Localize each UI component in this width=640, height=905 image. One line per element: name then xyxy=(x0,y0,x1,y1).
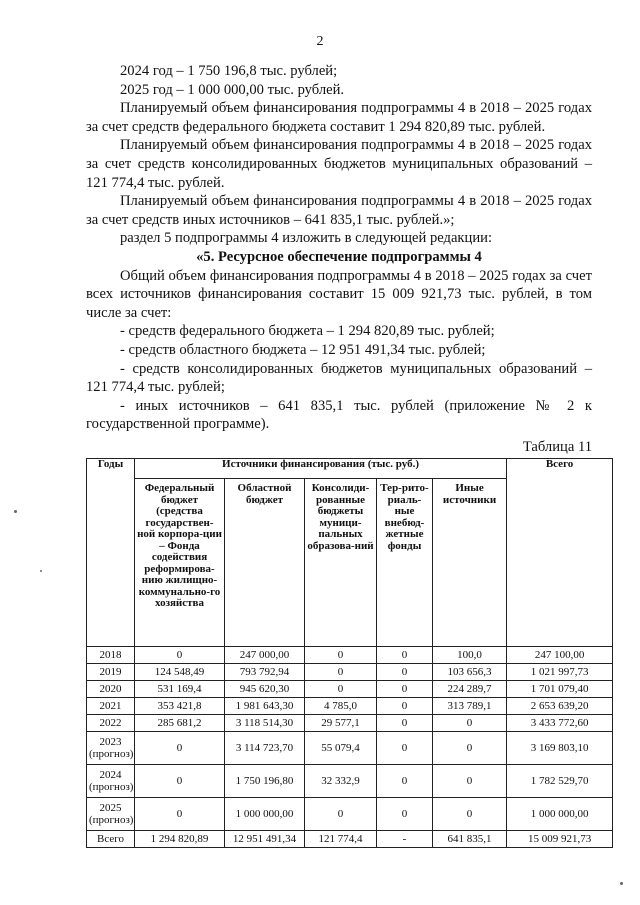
paragraph: - средств консолидированных бюджетов муниципальных образований – 121 774,4 тыс. рублей; xyxy=(86,360,592,396)
value-cell: 0 xyxy=(377,698,433,715)
value-cell: 0 xyxy=(377,681,433,698)
year-cell: 2021 xyxy=(87,698,135,715)
sub-header-federal: Федеральный бюджет (средства государствен-ной корпора-ции – Фонда содействия реформирова-нию жилищно-коммунально-го хозяйства xyxy=(135,479,225,647)
value-cell: 0 xyxy=(377,798,433,831)
year-cell: 2019 xyxy=(87,664,135,681)
paragraph: 2024 год – 1 750 196,8 тыс. рублей; xyxy=(120,63,338,79)
paragraph: - средств федерального бюджета – 1 294 820,89 тыс. рублей; xyxy=(120,323,495,340)
total-cell: 1 294 820,89 xyxy=(135,831,225,848)
value-cell: 0 xyxy=(135,732,225,765)
value-cell: 1 000 000,00 xyxy=(507,798,613,831)
year-cell: 2022 xyxy=(87,715,135,732)
value-cell: 247 100,00 xyxy=(507,647,613,664)
value-cell: 0 xyxy=(305,681,377,698)
value-cell: 0 xyxy=(433,715,507,732)
total-label: Всего xyxy=(87,831,135,848)
value-cell: 224 289,7 xyxy=(433,681,507,698)
value-cell: 3 114 723,70 xyxy=(225,732,305,765)
value-cell: 1 750 196,80 xyxy=(225,765,305,798)
section-title: «5. Ресурсное обеспечение подпрограммы 4 xyxy=(196,248,482,265)
value-cell: 1 782 529,70 xyxy=(507,765,613,798)
paragraphs-before-title xyxy=(86,62,592,248)
value-cell: 103 656,3 xyxy=(433,664,507,681)
value-cell: 0 xyxy=(433,798,507,831)
table-row xyxy=(87,715,613,732)
sub-header-regional: Областной бюджет xyxy=(225,479,305,647)
year-cell: 2023 (прогноз) xyxy=(87,732,135,765)
value-cell: 793 792,94 xyxy=(225,664,305,681)
total-cell: 15 009 921,73 xyxy=(507,831,613,848)
value-cell: 2 653 639,20 xyxy=(507,698,613,715)
total-cell: - xyxy=(377,831,433,848)
sub-header-municipal: Консолиди-рованные бюджеты муници-пальных образова-ний xyxy=(305,479,377,647)
value-cell: 29 577,1 xyxy=(305,715,377,732)
table-row xyxy=(87,765,613,798)
sub-header-other: Иные источники xyxy=(433,479,507,647)
value-cell: 0 xyxy=(135,647,225,664)
value-cell: 247 000,00 xyxy=(225,647,305,664)
value-cell: 1 021 997,73 xyxy=(507,664,613,681)
financing-table xyxy=(86,458,613,848)
scan-speck xyxy=(14,510,17,513)
body-text xyxy=(86,62,592,456)
value-cell: 1 981 643,30 xyxy=(225,698,305,715)
value-cell: 3 433 772,60 xyxy=(507,715,613,732)
year-cell: 2018 xyxy=(87,647,135,664)
col-years-header: Годы xyxy=(87,459,135,647)
value-cell: 0 xyxy=(433,765,507,798)
table-row xyxy=(87,732,613,765)
table-row xyxy=(87,798,613,831)
sub-header-funds: Тер-рито-риаль-ные внебюд-жетные фонды xyxy=(377,479,433,647)
paragraph: Планируемый объем финансирования подпрограммы 4 в 2018 – 2025 годах за счет средств федерального бюджета составит 1 294 820,89 тыс. рублей. xyxy=(86,100,592,135)
paragraph: Планируемый объем финансирования подпрограммы 4 в 2018 – 2025 годах за счет средств консолидированных бюджетов муниципальных образований – 121 774,4 тыс. рублей. xyxy=(86,137,592,191)
total-cell: 641 835,1 xyxy=(433,831,507,848)
value-cell: 0 xyxy=(305,664,377,681)
value-cell: 353 421,8 xyxy=(135,698,225,715)
col-group-header: Источники финансирования (тыс. руб.) xyxy=(135,459,507,479)
value-cell: 531 169,4 xyxy=(135,681,225,698)
year-cell: 2020 xyxy=(87,681,135,698)
value-cell: 55 079,4 xyxy=(305,732,377,765)
paragraph: Общий объем финансирования подпрограммы 4 в 2018 – 2025 годах за счет всех источников финансирования составит 15 009 921,73 тыс. рублей, в том числе за счет: xyxy=(86,267,592,321)
table-row xyxy=(87,681,613,698)
col-total-header: Всего xyxy=(507,459,613,647)
table-row xyxy=(87,698,613,715)
value-cell: 285 681,2 xyxy=(135,715,225,732)
value-cell: 0 xyxy=(377,715,433,732)
total-cell: 121 774,4 xyxy=(305,831,377,848)
total-cell: 12 951 491,34 xyxy=(225,831,305,848)
value-cell: 32 332,9 xyxy=(305,765,377,798)
value-cell: 3 118 514,30 xyxy=(225,715,305,732)
value-cell: 0 xyxy=(433,732,507,765)
year-cell: 2024 (прогноз) xyxy=(87,765,135,798)
value-cell: 313 789,1 xyxy=(433,698,507,715)
value-cell: 0 xyxy=(377,664,433,681)
value-cell: 0 xyxy=(135,765,225,798)
value-cell: 124 548,49 xyxy=(135,664,225,681)
value-cell: 0 xyxy=(305,647,377,664)
scan-speck xyxy=(40,570,42,572)
paragraph: - средств областного бюджета – 12 951 491,34 тыс. рублей; xyxy=(120,341,486,358)
scan-speck xyxy=(620,882,623,885)
paragraph: 2025 год – 1 000 000,00 тыс. рублей. xyxy=(120,81,345,98)
table-row xyxy=(87,664,613,681)
value-cell: 1 701 079,40 xyxy=(507,681,613,698)
paragraph: Планируемый объем финансирования подпрограммы 4 в 2018 – 2025 годах за счет средств иных источников – 641 835,1 тыс. рублей.»; xyxy=(86,193,592,228)
year-cell: 2025 (прогноз) xyxy=(87,798,135,831)
paragraph: - иных источников – 641 835,1 тыс. рублей (приложение № 2 к государственной программе). xyxy=(86,397,592,433)
value-cell: 0 xyxy=(377,732,433,765)
table-caption: Таблица 11 xyxy=(522,438,592,455)
value-cell: 0 xyxy=(377,765,433,798)
value-cell: 0 xyxy=(135,798,225,831)
value-cell: 0 xyxy=(377,647,433,664)
page-number: 2 xyxy=(316,34,324,49)
total-row xyxy=(87,831,613,848)
value-cell: 4 785,0 xyxy=(305,698,377,715)
value-cell: 3 169 803,10 xyxy=(507,732,613,765)
table-row xyxy=(87,647,613,664)
paragraph: раздел 5 подпрограммы 4 изложить в следующей редакции: xyxy=(120,230,493,247)
value-cell: 945 620,30 xyxy=(225,681,305,698)
value-cell: 0 xyxy=(305,798,377,831)
value-cell: 100,0 xyxy=(433,647,507,664)
paragraphs-after-title xyxy=(86,267,592,434)
value-cell: 1 000 000,00 xyxy=(225,798,305,831)
